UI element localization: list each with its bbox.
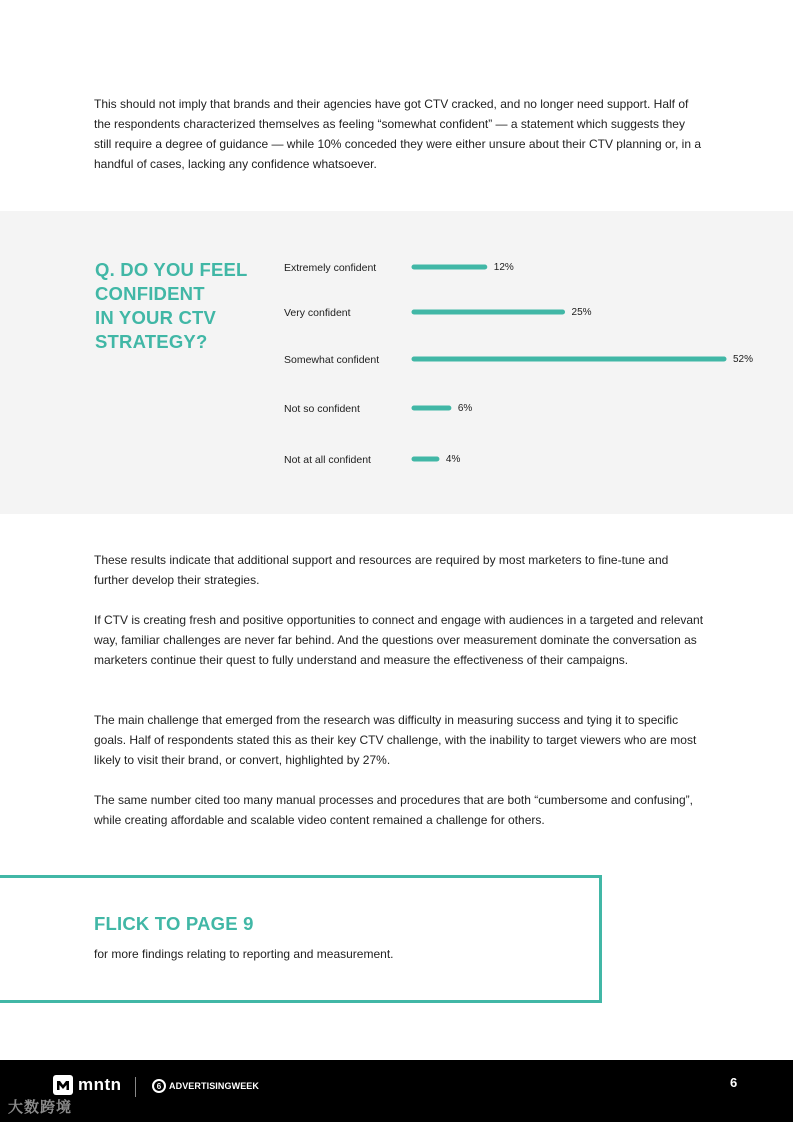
callout-title: FLICK TO PAGE 9 [94, 913, 254, 934]
bar-category-label: Not at all confident [284, 454, 371, 466]
bar-value-label: 25% [571, 307, 592, 318]
bar-category-label: Not so confident [284, 403, 360, 415]
body-paragraph-4: The same number cited too many manual processes and procedures that are both “cumbersome and confusing”, while creating affordable and scalable video content remained a challenge for others. [94, 793, 693, 827]
question-line: Q. DO YOU FEEL [95, 259, 248, 280]
body-paragraph-1: These results indicate that additional support and resources are required by most marketers to fine-tune and further develop their strategies. [94, 553, 669, 587]
page-number: 6 [730, 1075, 738, 1090]
body-paragraph-2: If CTV is creating fresh and positive opportunities to connect and engage with audiences in a targeted and relevant way, familiar challenges are never far behind. And the questions over measurement dominate the conversation as marketers continue their quest to fully understand and measure the effectiveness of their campaigns. [94, 613, 704, 667]
bar-value-label: 4% [445, 454, 461, 465]
bar-category-label: Extremely confident [284, 262, 377, 274]
bar-category-label: Very confident [284, 307, 351, 319]
logo-divider [135, 1077, 136, 1097]
question-line: IN YOUR CTV [95, 307, 217, 328]
intro-paragraph: This should not imply that brands and their agencies have got CTV cracked, and no longer need support. Half of the respondents characterized themselves as feeling “somewhat confident” — a statement which suggests they still require a degree of guidance — while 10% conceded they were either unsure about their CTV planning or, in a handful of cases, lacking any confidence whatsoever. [94, 97, 702, 171]
advertising-week-mark-icon: 6 [152, 1079, 166, 1093]
bar-category-label: Somewhat confident [284, 354, 380, 366]
question-line: STRATEGY? [95, 331, 208, 352]
mntn-mark-icon [53, 1075, 73, 1095]
question-line: CONFIDENT [95, 283, 205, 304]
advertising-week-wordmark: ADVERTISINGWEEK [169, 1081, 260, 1091]
mntn-logo [53, 1075, 122, 1095]
watermark: 大数跨境 [8, 1099, 73, 1116]
callout-box [0, 875, 602, 1003]
body-paragraph-3: The main challenge that emerged from the research was difficulty in measuring success and tying it to specific goals. Half of respondents stated this as their key CTV challenge, with the inability to target viewers who are most likely to visit their brand, or convert, highlighted by 27%. [94, 713, 697, 767]
bar-value-label: 52% [733, 354, 754, 365]
bar-value-label: 12% [493, 262, 514, 273]
callout-text: for more findings relating to reporting and measurement. [94, 947, 394, 961]
advertising-week-logo [152, 1079, 259, 1093]
bar-value-label: 6% [457, 403, 473, 414]
mntn-wordmark: mntn [78, 1075, 122, 1094]
